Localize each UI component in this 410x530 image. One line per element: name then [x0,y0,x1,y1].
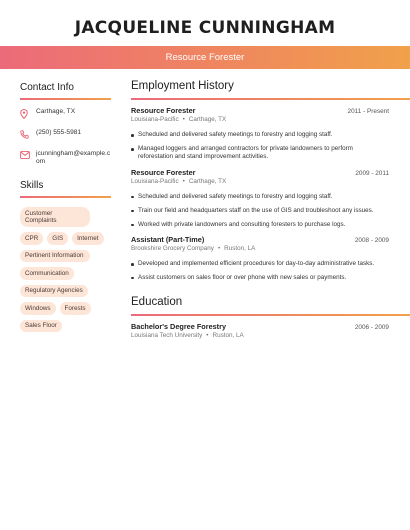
job-employer: Louisiana-Pacific [131,177,179,185]
skill-chip: Windows [20,302,56,315]
skill-chip: Regulatory Agencies [20,285,88,298]
skill-chip: Sales Floor [20,320,62,333]
job-bullets [131,193,389,229]
left-column [20,82,111,332]
education-divider [131,314,410,316]
separator-dot: • [217,244,221,252]
job-dates: 2011 - Present [347,108,389,115]
job-dates: 2009 - 2011 [355,169,389,177]
job-location: Carthage, TX [188,177,227,185]
employment-divider [131,98,410,100]
job-entry [131,168,410,229]
job-bullet: Worked with private landowners and consulting foresters to purchase logs. [131,221,389,229]
contact-heading: Contact Info [20,82,74,93]
job-location: Carthage, TX [188,116,227,123]
skill-chip: CPR [20,232,43,245]
job-bullet: Scheduled and delivered safety meetings to forestry and logging staff. [131,193,389,201]
employment-heading: Employment History [131,80,234,92]
education-entry [131,322,410,339]
skill-chip: Communication [20,267,74,280]
job-location: Ruston, LA [224,244,256,252]
location-pin-icon [20,108,36,119]
job-employer-line [131,116,389,123]
phone-icon [20,129,36,139]
education-heading: Education [131,296,183,309]
job-entry [131,235,410,282]
contact-item-location [20,108,111,120]
skill-chip: Pertinent Information [20,250,90,263]
right-column [131,80,410,339]
job-title: Resource Forester [131,106,196,115]
contact-item-email [20,150,111,166]
skill-chip: Forests [60,302,91,315]
job-entry [131,106,410,162]
school-line [131,332,389,339]
skill-chip: Internet [72,232,103,245]
contact-divider [20,98,111,100]
separator-dot: • [206,332,209,340]
skills-list [20,207,111,332]
role-title: Resource Forester [165,52,245,63]
job-bullet: Scheduled and delivered safety meetings to forestry and logging staff. [131,131,389,139]
skill-chip: GIS [47,232,68,245]
school-name: Louisiana Tech University [131,332,203,340]
job-bullet: Train our field and headquarters staff on the use of GIS and troubleshoot any issues. [131,207,389,215]
candidate-name: JACQUELINE CUNNINGHAM [74,18,336,38]
contact-email[interactable]: jcunningham@example.com [36,150,111,165]
education-dates: 2006 - 2009 [354,324,389,332]
job-bullets [131,131,389,162]
job-employer-line [131,178,389,185]
job-title: Assistant (Part-Time) [131,234,205,244]
contact-phone: (250) 555-5981 [36,129,82,136]
job-bullet: Assist customers on sales floor or over phone with new sales or payments. [131,274,389,282]
contact-item-phone [20,129,111,141]
envelope-icon [20,150,36,159]
contact-location: Carthage, TX [36,108,76,115]
separator-dot: • [182,177,185,185]
job-bullets [131,260,389,282]
contact-list [20,108,111,166]
degree-title: Bachelor's Degree Forestry [131,322,227,332]
job-bullet: Developed and implemented efficient procedures for day-to-day administrative tasks. [131,260,389,268]
job-title: Resource Forester [131,167,196,177]
job-employer-line [131,245,389,252]
job-employer: Brookshire Grocery Company [131,244,214,252]
skill-chip: Customer Complaints [20,207,90,227]
skills-heading: Skills [20,180,44,191]
school-location: Ruston, LA [212,332,244,340]
role-banner [0,46,410,69]
job-dates: 2008 - 2009 [354,236,389,244]
separator-dot: • [182,116,185,123]
skills-divider [20,196,111,198]
job-employer: Louisiana-Pacific [131,116,179,123]
job-bullet: Managed loggers and arranged contractors for private landowners to perform reforestation and stand improvement activities. [131,145,389,162]
